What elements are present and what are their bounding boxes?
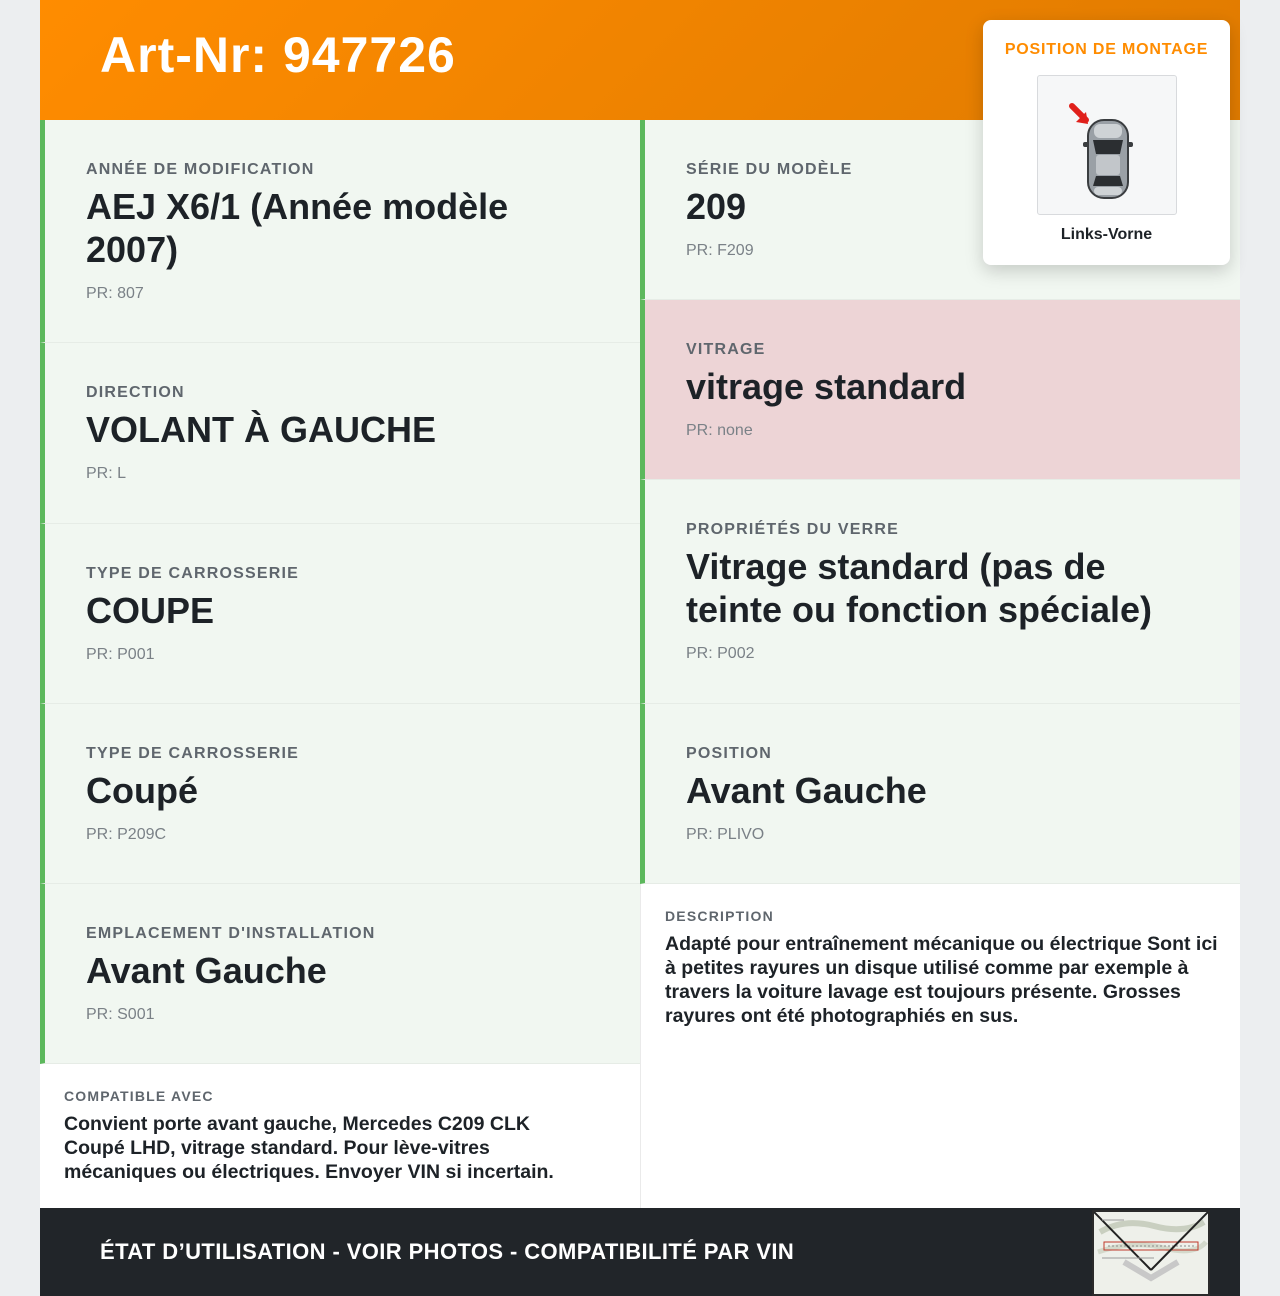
field-value: vitrage standard [686, 366, 967, 407]
field-label: PROPRIÉTÉS DU VERRE [686, 521, 900, 538]
compatible-block [40, 1064, 640, 1208]
field-value: Coupé [86, 770, 198, 811]
field-body-type-2 [40, 704, 640, 884]
article-number-title: Art-Nr: 947726 [100, 27, 456, 83]
field-label: POSITION [686, 745, 773, 762]
field-position [640, 704, 1240, 884]
field-value: AEJ X6/1 (Année modèle 2007) [86, 186, 509, 270]
mounting-position-card [983, 20, 1230, 265]
car-top-view-icon [1038, 76, 1176, 214]
field-label: EMPLACEMENT D'INSTALLATION [86, 925, 376, 942]
footer-text: ÉTAT D’UTILISATION - VOIR PHOTOS - COMPATIBILITÉ PAR VIN [100, 1239, 795, 1264]
mounting-position-title: POSITION DE MONTAGE [1004, 41, 1209, 58]
field-value: VOLANT À GAUCHE [86, 409, 436, 450]
field-value: 209 [686, 186, 747, 227]
field-pr-code: PR: PLIVO [686, 826, 765, 843]
field-pr-code: PR: L [86, 465, 127, 482]
document-thumbnail [1092, 1210, 1210, 1296]
field-label: SÉRIE DU MODÈLE [686, 161, 853, 178]
field-pr-code: PR: P209C [86, 826, 167, 843]
field-pr-code: PR: none [686, 422, 753, 439]
field-body-type [40, 524, 640, 704]
field-glazing [640, 300, 1240, 480]
field-label: DIRECTION [86, 384, 185, 401]
description-label: DESCRIPTION [665, 908, 774, 924]
field-pr-code: PR: P002 [686, 645, 755, 662]
car-top-view-image [1037, 75, 1177, 215]
field-label: TYPE DE CARROSSERIE [86, 745, 300, 762]
field-label: VITRAGE [686, 341, 766, 358]
field-modification-year [40, 120, 640, 343]
field-pr-code: PR: P001 [86, 646, 155, 663]
document-thumbnail-image [1094, 1212, 1208, 1294]
description-block [640, 884, 1240, 1208]
field-pr-code: PR: F209 [686, 242, 754, 259]
field-pr-code: PR: 807 [86, 285, 144, 302]
field-pr-code: PR: S001 [86, 1006, 155, 1023]
compatible-text: Convient porte avant gauche, Mercedes C209 CLK Coupé LHD, vitrage standard. Pour lève-vitres mécaniques ou électriques. Envoyer VIN si incertain. [64, 1113, 554, 1183]
field-value: Avant Gauche [686, 770, 927, 811]
compatible-label: COMPATIBLE AVEC [64, 1088, 214, 1104]
footer-bar [40, 1208, 1240, 1296]
description-text: Adapté pour entraînement mécanique ou électrique Sont ici à petites rayures un disque utilisé comme par exemple à travers la voiture lavage est toujours présente. Grosses rayures ont été photographiés en sus. [665, 933, 1218, 1027]
field-label: TYPE DE CARROSSERIE [86, 565, 300, 582]
mounting-position-caption: Links-Vorne [1060, 226, 1153, 243]
field-glass-properties [640, 480, 1240, 704]
field-value: Vitrage standard (pas de teinte ou fonction spéciale) [686, 546, 1153, 630]
field-value: Avant Gauche [86, 950, 327, 991]
field-install-location [40, 884, 640, 1064]
field-steering [40, 343, 640, 524]
field-value: COUPE [86, 590, 215, 631]
field-label: ANNÉE DE MODIFICATION [86, 161, 315, 178]
